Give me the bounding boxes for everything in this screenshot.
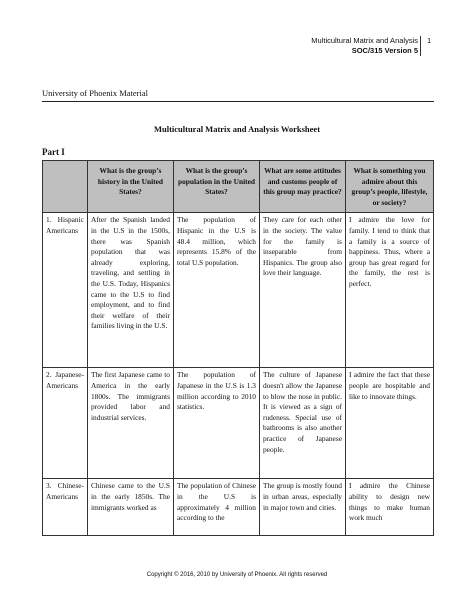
header-cell-empty	[43, 161, 88, 213]
header-course: SOC/315 Version 5	[351, 46, 418, 55]
population-cell: The population of Japanese in the U.S is 1.3 million according to 2010 statistics.	[173, 368, 259, 479]
history-cell: Chinese came to the U.S in the early 1850s. The immigrants worked as	[87, 479, 173, 536]
population-cell: The population of Hispanic in the U.S is 48.4 million, which represents 15.8% of the total U.S population.	[173, 213, 259, 368]
population-cell: The population of Chinese in the U.S is approximately 4 million according to the	[173, 479, 259, 536]
customs-cell: The group is mostly found in urban areas, especially in major town and cities.	[259, 479, 345, 536]
table-header-row	[43, 161, 434, 213]
admire-cell: I admire the Chinese ability to design new things to make human work much	[346, 479, 434, 536]
matrix-table	[42, 160, 434, 536]
header-cell-population: What is the group’s population in the United States?	[173, 161, 259, 213]
customs-cell: The culture of Japanese doesn't allow the Japanese to blow the nose in public. It is viewed as a sign of rudeness. Special use of bathrooms is also another practice of Japanese people.	[259, 368, 345, 479]
header-cell-admire: What is something you admire about this group’s people, lifestyle, or society?	[346, 161, 434, 213]
worksheet-title: Multicultural Matrix and Analysis Worksheet	[153, 124, 321, 134]
history-cell: After the Spanish landed in the U.S in the 1500s, there was Spanish population that was already exploring, traveling, and settling in the U.S. Today, Hispanics came to the U.S to find employment, and to find their welfare of their families living in the U.S.	[87, 213, 173, 368]
admire-cell: I admire the love for family. I tend to think that a family is a source of happiness. Thus, where a group has great regard for the family, the rest is perfect.	[346, 213, 434, 368]
copyright-footer: Copyright © 2016, 2010 by University of Phoenix. All rights reserved	[146, 572, 328, 578]
table-row	[43, 479, 434, 536]
page-number: 1	[420, 36, 431, 56]
table-row	[43, 213, 434, 368]
header-title: Multicultural Matrix and Analysis	[311, 36, 418, 45]
group-cell: 1. Hispanic Americans	[43, 213, 88, 368]
admire-cell: I admire the fact that these people are hospitable and like to innovate things.	[346, 368, 434, 479]
header-cell-customs: What are some attitudes and customs people of this group may practice?	[259, 161, 345, 213]
part-label: Part I	[42, 147, 65, 157]
history-cell: The first Japanese came to America in the early 1800s. The immigrants provided labor and industrial services.	[87, 368, 173, 479]
group-cell: 2. Japanese-Americans	[43, 368, 88, 479]
header-cell-history: What is the group’s history in the United States?	[87, 161, 173, 213]
customs-cell: They care for each other in the society. The value for the family is inseparable from Hispanics. The group also love their language.	[259, 213, 345, 368]
group-cell: 3. Chinese-Americans	[43, 479, 88, 536]
table-row	[43, 368, 434, 479]
running-header	[311, 36, 418, 56]
material-label: University of Phoenix Material	[42, 88, 434, 102]
